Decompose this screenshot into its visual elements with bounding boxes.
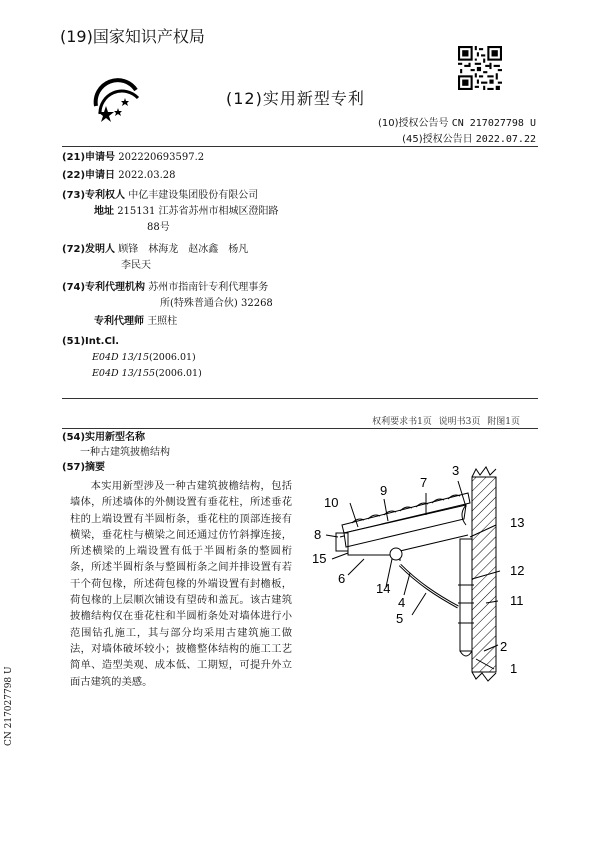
ref-label-3: 3 <box>452 463 460 478</box>
ref-label-8: 8 <box>314 527 322 542</box>
agent-label: 专利代理师 <box>94 316 144 327</box>
ipc-class-2 <box>92 366 202 382</box>
eave-structure-drawing <box>300 455 536 685</box>
inventors-line-2: 李民天 <box>121 260 151 271</box>
ref-label-2: 2 <box>500 639 508 654</box>
title-label: (54)实用新型名称 <box>62 432 146 443</box>
publication-date-label: (45)授权公告日 <box>402 134 473 145</box>
ref-label-9: 9 <box>380 483 388 498</box>
address-label: 地址 <box>94 206 114 217</box>
address-row <box>94 204 279 220</box>
divider <box>62 398 538 399</box>
ref-label-14: 14 <box>376 581 391 596</box>
application-date-row <box>62 168 176 184</box>
address-line-2: 88号 <box>147 222 170 233</box>
divider <box>62 428 538 429</box>
agency-label: (74)专利代理机构 <box>62 282 146 293</box>
inventor-row <box>62 242 248 258</box>
patentee-label: (73)专利权人 <box>62 190 126 201</box>
ref-label-7: 7 <box>420 475 428 490</box>
patentee-value: 中亿丰建设集团股份有限公司 <box>128 190 259 201</box>
ref-label-10: 10 <box>324 495 339 510</box>
round-purlin <box>390 548 402 560</box>
ipc-class-2-edition: (2006.01) <box>155 368 202 379</box>
ipc-class-1 <box>92 350 196 366</box>
agency-row <box>62 280 268 296</box>
ipc-class-2-code: E04D 13/155 <box>92 368 156 379</box>
application-number-label: (21)申请号 <box>62 152 116 163</box>
hanging-column <box>460 539 472 651</box>
ref-label-1: 1 <box>510 661 518 676</box>
agency-line-2: 所(特殊普通合伙) 32268 <box>160 298 273 309</box>
agency-line-1: 苏州市指南针专利代理事务 <box>148 282 269 293</box>
application-date-label: (22)申请日 <box>62 170 116 181</box>
abstract-text: 本实用新型涉及一种古建筑披檐结构，包括墙体，所述墙体的外侧设置有垂花柱，所述垂花柱的上端设置有半圆桁条，垂花柱的顶部连接有横梁，垂花柱与横梁之间还通过仿竹斜撑连接，所述横梁的上端设置有低于半圆桁条的整圆桁条，所述半圆桁条与整圆桁条之间并排设置有若干个荷包椽，所述荷包椽的外端设置有封檐板，荷包椽的上层顺次铺设有望砖和盖瓦。该古建筑披檐结构仅在垂花柱和半圆桁条处对墙体进行小范围钻孔施工，其与部分均采用古建筑施工做法，对墙体破坏较小；披檐整体结构的施工工艺简单、造型美观、成本低、工期短，可提升外立面古建筑的美感。 <box>70 480 292 688</box>
abstract-label: (57)摘要 <box>62 462 106 473</box>
publication-date <box>402 130 536 145</box>
ref-label-5: 5 <box>396 611 404 626</box>
publication-number <box>378 114 536 129</box>
ipc-class-1-edition: (2006.01) <box>149 352 196 363</box>
inventors-line-1: 顾锋 林海龙 赵冰鑫 杨凡 <box>118 244 249 255</box>
page-counts: 权利要求书1页 说明书3页 附图1页 <box>372 417 520 427</box>
int-cl-label-text: (51)Int.Cl. <box>62 336 120 347</box>
ref-label-15: 15 <box>312 551 327 566</box>
office-name: (19)国家知识产权局 <box>60 27 205 46</box>
patentee-row <box>62 188 258 204</box>
agent-value: 王照柱 <box>147 316 178 327</box>
side-publication-id: CN 217027798 U <box>4 666 14 746</box>
qr-code-icon <box>458 46 502 90</box>
abstract-label-row <box>62 460 105 476</box>
utility-model-title: 一种古建筑披檐结构 <box>80 447 170 458</box>
address-line-1: 215131 江苏省苏州市相城区澄阳路 <box>117 206 279 217</box>
bamboo-strut <box>400 565 458 607</box>
ref-label-13: 13 <box>510 515 525 530</box>
application-number-value: 202220693597.2 <box>118 152 205 163</box>
publication-number-label: (10)授权公告号 <box>377 118 449 129</box>
cnipa-emblem-icon <box>92 76 142 126</box>
ref-label-12: 12 <box>510 563 525 578</box>
publication-number-value: CN 217027798 U <box>451 118 536 129</box>
ref-label-4: 4 <box>398 595 406 610</box>
ipc-class-1-code: E04D 13/15 <box>92 352 150 363</box>
divider <box>62 146 538 147</box>
agent-row <box>94 314 177 330</box>
inventor-label: (72)发明人 <box>62 244 116 255</box>
wall <box>472 477 496 672</box>
ref-label-6: 6 <box>338 571 346 586</box>
ref-label-11: 11 <box>510 593 524 608</box>
int-cl-label <box>62 334 119 350</box>
title-label-row <box>62 430 145 446</box>
publication-date-value: 2022.07.22 <box>475 134 536 145</box>
application-number-row <box>62 150 204 166</box>
document-type-title: (12)实用新型专利 <box>226 89 365 108</box>
application-date-value: 2022.03.28 <box>118 170 176 181</box>
